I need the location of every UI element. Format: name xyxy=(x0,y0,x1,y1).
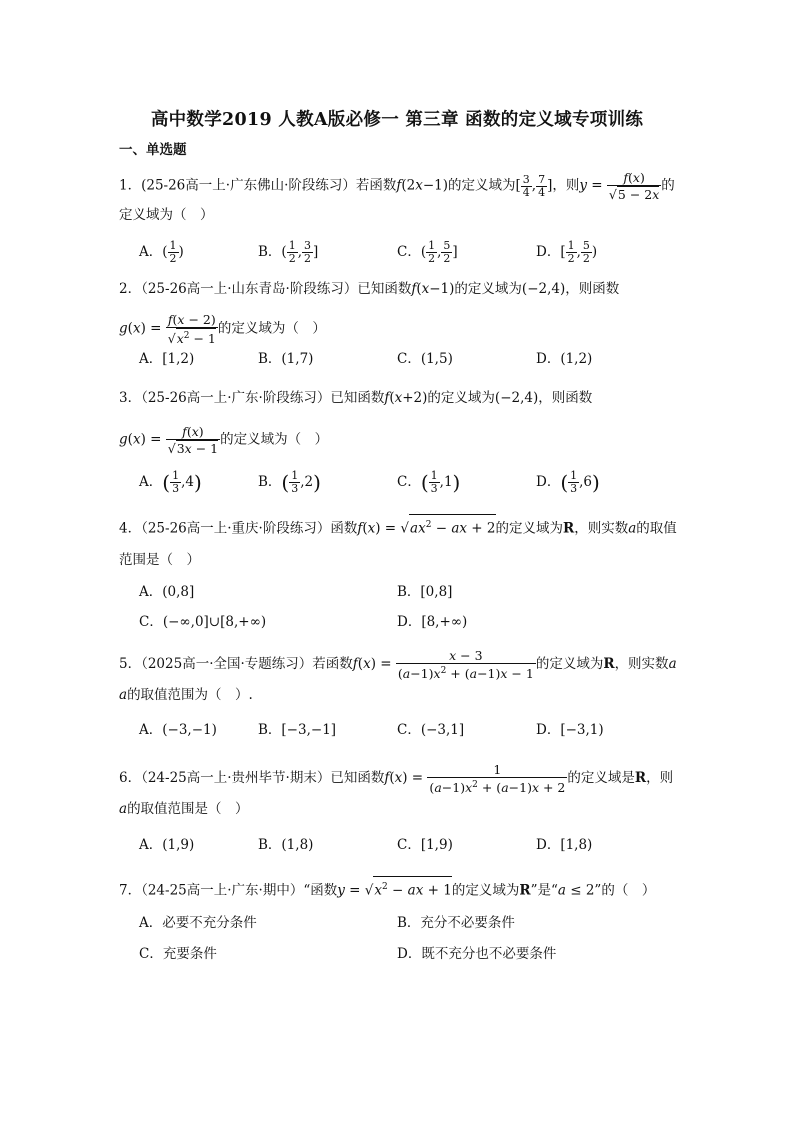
q5-option-a[interactable]: A．(−3,−1) xyxy=(139,722,217,738)
q4-option-d[interactable]: D．[8,+∞) xyxy=(397,614,468,630)
q5-option-c[interactable]: C．(−3,1] xyxy=(397,722,465,738)
q7-option-a[interactable]: A．必要不充分条件 xyxy=(139,915,257,931)
page-title: 高中数学2019 人教A版必修一 第三章 函数的定义域专项训练 xyxy=(150,110,644,130)
q6-option-b[interactable]: B．(1,8) xyxy=(258,837,314,853)
q2-option-a[interactable]: A．[1,2) xyxy=(139,351,195,367)
q7-option-c[interactable]: C．充要条件 xyxy=(139,946,217,962)
q4-option-c[interactable]: C．(−∞,0]∪[8,+∞) xyxy=(139,614,267,630)
question-3-stem: 3．（25-26高一上·广东·阶段练习）已知函数f(x+2)的定义域为(−2,4)，则函数 xyxy=(119,390,593,406)
q1-option-d[interactable]: D．[ $\frac{1}{2}$ , $\frac{5}{2}$ ) xyxy=(536,239,598,265)
section-heading: 一、单选题 xyxy=(119,142,187,158)
question-7-stem: 7．（24-25高一上·广东·期中）“函数$y = √x^2$ − ax + 1的定义域为R”是“a ≤ 2”的（ ） xyxy=(119,876,655,901)
q4-option-b[interactable]: B．[0,8] xyxy=(397,584,453,600)
q2-option-d[interactable]: D．(1,2) xyxy=(536,351,593,367)
question-2-stem-cont: g(x) = $\frac{f(x - 2)}{√x^2 - 1}$ 的定义域为（ ） xyxy=(119,312,326,347)
q3-option-c[interactable]: C．( $\frac{1}{3}$ ,1) xyxy=(397,469,461,495)
q5-option-b[interactable]: B．[−3,−1] xyxy=(258,722,337,738)
question-6-stem: 6．（24-25高一上·贵州毕节·期末）已知函数f(x) = $\frac{1}{(a-1)x^2 + (a-1)x + 2}$ 的定义域是R，则 xyxy=(119,762,674,796)
question-5-stem: 5．（2025高一·全国·专题练习）若函数f(x) = $\frac{x - 3}{(a-1)x^2 + (a-1)x - 1}$ 的定义域为R，则实数a xyxy=(119,648,677,682)
question-1-stem: 1．(25-26高一上·广东佛山·阶段练习）若函数f(2x−1)的定义域为[ $\frac{3}{4}$ , $\frac{7}{4}$ ]，则y = $\frac{f(x)}{√5 - 2x}$ 的 xyxy=(119,170,675,202)
q6-option-a[interactable]: A．(1,9) xyxy=(139,837,195,853)
q7-option-d[interactable]: D．既不充分也不必要条件 xyxy=(397,946,557,962)
question-6-stem-cont: a的取值范围是（ ） xyxy=(119,801,249,817)
q4-option-a[interactable]: A．(0,8] xyxy=(139,584,195,600)
question-3-stem-cont: g(x) = $\frac{f(x)}{√3x - 1}$ 的定义域为（ ） xyxy=(119,424,329,456)
q1-math-f: f xyxy=(396,177,402,194)
q6-option-c[interactable]: C．[1,9) xyxy=(397,837,453,853)
q7-option-b[interactable]: B．充分不必要条件 xyxy=(397,915,515,931)
q3-option-b[interactable]: B．( $\frac{1}{3}$ ,2) xyxy=(258,469,321,495)
question-4-stem: 4．（25-26高一上·重庆·阶段练习）函数$f(x) = √ax^2$ − ax + 2的定义域为R，则实数a的取值 xyxy=(119,514,677,539)
question-5-stem-cont: a的取值范围为（ ）. xyxy=(119,687,253,703)
q5-option-d[interactable]: D．[−3,1) xyxy=(536,722,604,738)
q1-option-a[interactable]: A．( $\frac{1}{2}$ ) xyxy=(139,239,184,265)
q3-option-a[interactable]: A．( $\frac{1}{3}$ ,4) xyxy=(139,469,202,495)
q2-option-b[interactable]: B．(1,7) xyxy=(258,351,314,367)
question-1-stem-cont: 定义域为（ ） xyxy=(119,207,214,223)
q1-option-b[interactable]: B．( $\frac{1}{2}$ , $\frac{3}{2}$ ] xyxy=(258,239,319,265)
q6-option-d[interactable]: D．[1,8) xyxy=(536,837,593,853)
question-2-stem: 2．（25-26高一上·山东青岛·阶段练习）已知函数f(x−1)的定义域为(−2,4)，则函数 xyxy=(119,281,620,297)
q1-option-c[interactable]: C．( $\frac{1}{2}$ , $\frac{5}{2}$ ] xyxy=(397,239,458,265)
q2-option-c[interactable]: C．(1,5) xyxy=(397,351,453,367)
q3-option-d[interactable]: D．( $\frac{1}{3}$ ,6) xyxy=(536,469,600,495)
question-4-stem-cont: 范围是（ ） xyxy=(119,552,200,568)
